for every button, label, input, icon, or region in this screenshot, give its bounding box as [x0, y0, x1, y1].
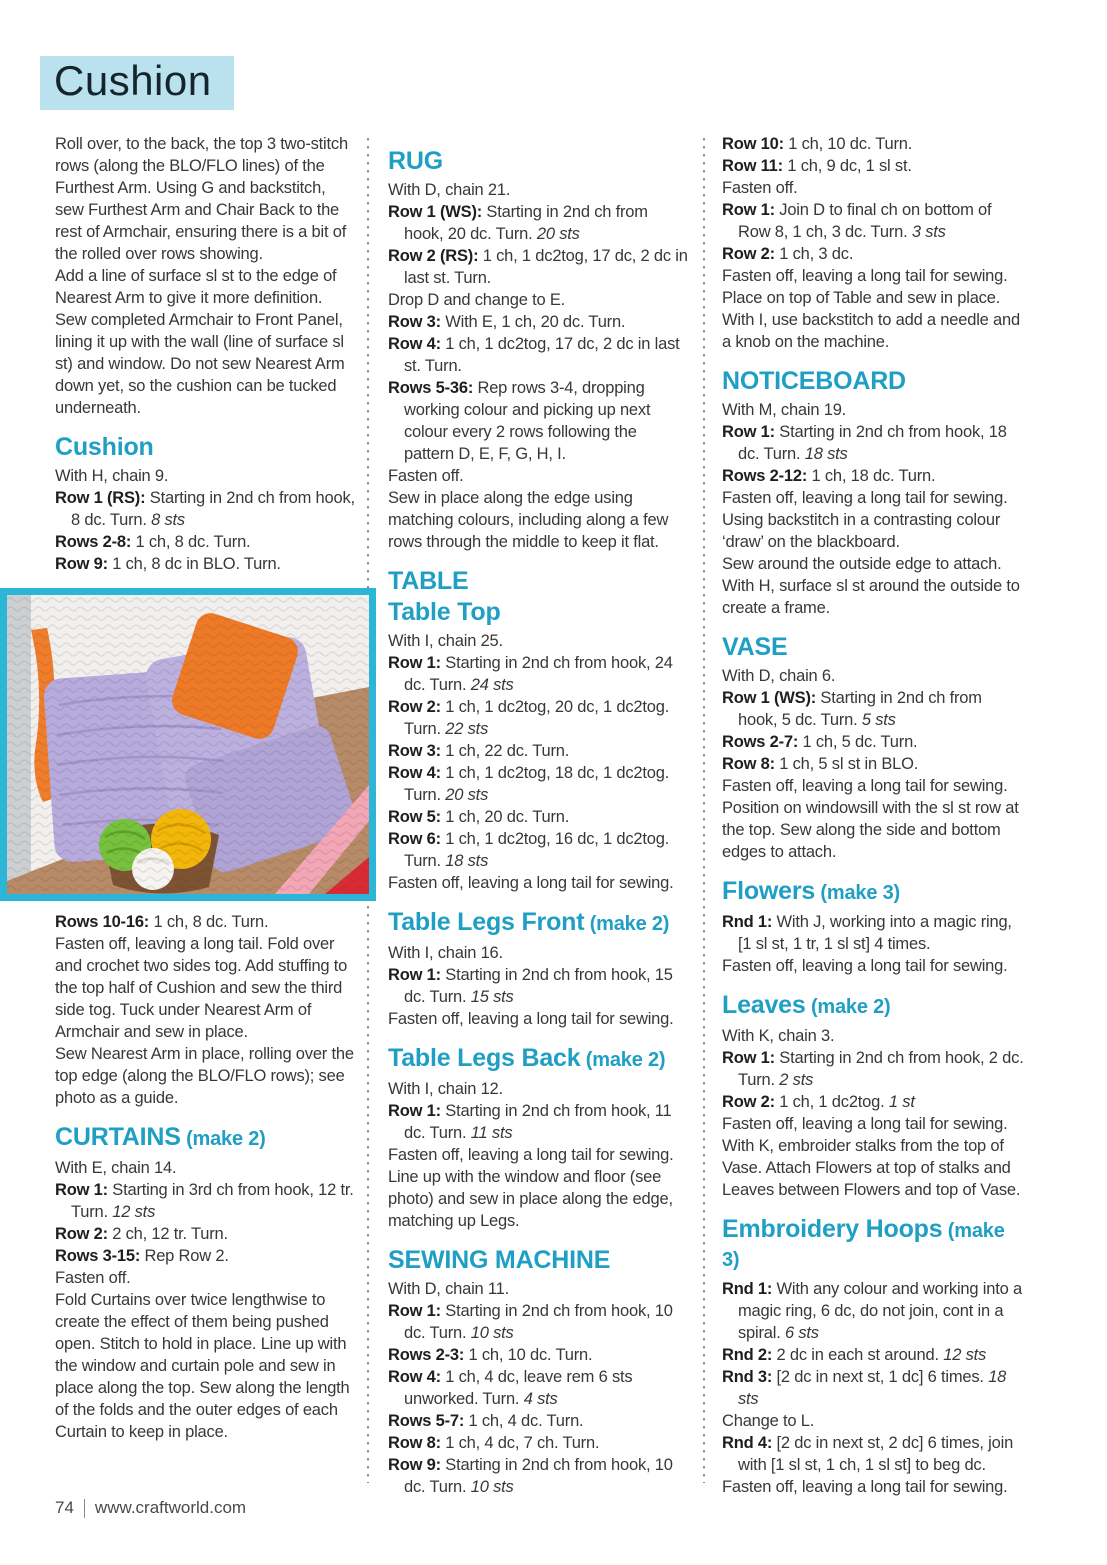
section-heading-text: VASE — [722, 633, 788, 661]
pattern-instruction-line: Row 1: Starting in 3rd ch from hook, 12 tr. Turn. 12 sts — [55, 1181, 354, 1221]
stitch-count: 12 sts — [943, 1346, 987, 1364]
make-count-label: (make 3) — [722, 1220, 1005, 1271]
stitch-count: 20 sts — [445, 786, 489, 804]
section-heading — [388, 599, 690, 626]
section-heading-text: CURTAINS — [55, 1123, 181, 1151]
row-label: Row 3: — [388, 313, 441, 331]
body-paragraph: Fasten off. — [55, 1269, 131, 1287]
stitch-count: 1 st — [888, 1093, 915, 1111]
section-heading-text: NOTICEBOARD — [722, 367, 906, 395]
row-label: Row 9: — [388, 1456, 441, 1474]
row-label: Row 2: — [55, 1225, 108, 1243]
row-label: Row 10: — [722, 135, 784, 153]
pattern-instruction-line: Row 1: Starting in 2nd ch from hook, 24 dc. Turn. 24 sts — [388, 654, 673, 694]
row-label: Row 5: — [388, 808, 441, 826]
row-label: Row 11: — [722, 157, 783, 175]
body-paragraph: With I, chain 25. — [388, 632, 503, 650]
page-title: Cushion — [40, 56, 234, 110]
row-label: Row 9: — [55, 555, 108, 573]
body-paragraph: Fasten off, leaving a long tail for sewing. — [722, 957, 1008, 975]
crochet-scene-illustration — [7, 595, 369, 894]
body-paragraph: With E, chain 14. — [55, 1159, 177, 1177]
stitch-count: 18 sts — [804, 445, 848, 463]
row-label: Row 1: — [388, 654, 441, 672]
row-label: Row 1: — [388, 966, 441, 984]
column-divider — [703, 138, 705, 1483]
stitch-count: 8 sts — [151, 511, 185, 529]
pattern-instruction-line: Row 1: Starting in 2nd ch from hook, 2 dc. Turn. 2 sts — [722, 1049, 1024, 1089]
pattern-instruction-line: Row 2 (RS): 1 ch, 1 dc2tog, 17 dc, 2 dc in last st. Turn. — [388, 247, 688, 287]
body-paragraph: Fasten off, leaving a long tail for sewing. — [722, 777, 1008, 795]
body-paragraph: With H, surface sl st around the outside to create a frame. — [722, 577, 1020, 617]
pattern-instruction-line: Row 2: 1 ch, 1 dc2tog. 1 st — [722, 1093, 915, 1111]
body-paragraph: Fasten off, leaving a long tail for sewing. — [388, 1010, 674, 1028]
make-count-label: (make 2) — [584, 913, 670, 935]
row-label: Row 4: — [388, 335, 441, 353]
row-label: Row 1: — [722, 1049, 775, 1067]
pattern-instruction-line: Row 8: 1 ch, 5 sl st in BLO. — [722, 755, 919, 773]
body-paragraph: Sew completed Armchair to Front Panel, lining it up with the wall (line of surface sl st) and window. Do not sew Nearest Arm down yet, so the cushion can be tucked underneath. — [55, 311, 345, 417]
section-heading-text: Embroidery Hoops — [722, 1215, 943, 1243]
stitch-count: 6 sts — [785, 1324, 819, 1342]
section-heading-text: Table Top — [388, 598, 501, 626]
body-paragraph: Sew in place along the edge using matching colours, including along a few rows through the middle to keep it flat. — [388, 489, 669, 551]
body-paragraph: With M, chain 19. — [722, 401, 847, 419]
row-label: Rnd 2: — [722, 1346, 773, 1364]
pattern-instruction-line: Row 2: 1 ch, 1 dc2tog, 20 dc, 1 dc2tog. Turn. 22 sts — [388, 698, 670, 738]
body-paragraph: Drop D and change to E. — [388, 291, 566, 309]
body-paragraph: With I, chain 12. — [388, 1080, 503, 1098]
pattern-instruction-line: Row 1: Join D to final ch on bottom of Row 8, 1 ch, 3 dc. Turn. 3 sts — [722, 201, 992, 241]
row-label: Rnd 4: — [722, 1434, 773, 1452]
section-heading — [388, 1247, 690, 1274]
pattern-instruction-line: Row 10: 1 ch, 10 dc. Turn. — [722, 135, 913, 153]
pattern-instruction-line: Row 3: With E, 1 ch, 20 dc. Turn. — [388, 313, 626, 331]
row-label: Row 2 (RS): — [388, 247, 479, 265]
body-paragraph: Fasten off, leaving a long tail for sewing. — [388, 874, 674, 892]
section-heading — [388, 1045, 690, 1074]
section-heading-text: Leaves — [722, 991, 806, 1019]
pattern-instruction-line: Rows 2-7: 1 ch, 5 dc. Turn. — [722, 733, 918, 751]
pattern-instruction-line: Rnd 1: With J, working into a magic ring, [1 sl st, 1 tr, 1 sl st] 4 times. — [722, 913, 1012, 953]
body-paragraph: Line up with the window and floor (see photo) and sew in place along the edge, matching up Legs. — [388, 1168, 673, 1230]
section-heading — [55, 434, 357, 461]
row-label: Row 1: — [388, 1302, 441, 1320]
row-label: Row 2: — [722, 1093, 775, 1111]
section-heading — [722, 634, 1024, 661]
section-heading-text: Table Legs Front — [388, 908, 585, 936]
section-heading-text: RUG — [388, 147, 443, 175]
section-heading-text: Cushion — [55, 433, 154, 461]
pattern-instruction-line: Rnd 1: With any colour and working into a magic ring, 6 dc, do not join, cont in a spiral. 6 sts — [722, 1280, 1022, 1342]
row-label: Row 4: — [388, 764, 441, 782]
body-paragraph: Fasten off. — [722, 179, 798, 197]
pattern-instruction-line: Row 2: 1 ch, 3 dc. — [722, 245, 854, 263]
body-paragraph: With D, chain 6. — [722, 667, 836, 685]
pattern-instruction-line: Rows 5-36: Rep rows 3-4, dropping working colour and picking up next colour every 2 rows following the pattern D, E, F, G, H, I. — [388, 379, 651, 463]
pattern-instruction-line: Rows 2-3: 1 ch, 10 dc. Turn. — [388, 1346, 593, 1364]
page-footer — [55, 1498, 246, 1518]
section-heading-text: SEWING MACHINE — [388, 1246, 611, 1274]
pattern-instruction-line: Row 2: 2 ch, 12 tr. Turn. — [55, 1225, 228, 1243]
stitch-count: 3 sts — [911, 223, 946, 241]
body-paragraph: Fasten off, leaving a long tail for sewing. — [722, 1478, 1008, 1496]
section-heading — [388, 909, 690, 938]
body-paragraph: With K, embroider stalks from the top of Vase. Attach Flowers at top of stalks and Leaves between Flowers and top of Vase. — [722, 1137, 1021, 1199]
pattern-instruction-line: Row 8: 1 ch, 4 dc, 7 ch. Turn. — [388, 1434, 600, 1452]
page-number: 74 — [55, 1498, 74, 1517]
section-heading-text: TABLE — [388, 567, 469, 595]
make-count-label: (make 3) — [815, 882, 900, 904]
row-label: Rnd 1: — [722, 913, 773, 931]
row-label: Row 3: — [388, 742, 441, 760]
stitch-count: 12 sts — [112, 1203, 156, 1221]
stitch-count: 22 sts — [445, 720, 489, 738]
row-label: Row 1: — [722, 423, 775, 441]
section-heading-text: Table Legs Back — [388, 1044, 581, 1072]
stitch-count: 2 sts — [779, 1071, 814, 1089]
stitch-count: 20 sts — [536, 225, 580, 243]
row-label: Row 2: — [388, 698, 441, 716]
footer-divider — [84, 1499, 85, 1518]
footer-website: www.craftworld.com — [94, 1498, 247, 1517]
pattern-instruction-line: Row 5: 1 ch, 20 dc. Turn. — [388, 808, 570, 826]
body-paragraph: Sew Nearest Arm in place, rolling over the top edge (along the BLO/FLO rows); see photo as a guide. — [55, 1045, 354, 1107]
body-paragraph: With D, chain 11. — [388, 1280, 510, 1298]
stitch-count: 11 sts — [470, 1124, 513, 1142]
make-count-label: (make 2) — [805, 996, 891, 1018]
row-label: Row 1 (RS): — [55, 489, 146, 507]
pattern-instruction-line: Rows 2-12: 1 ch, 18 dc. Turn. — [722, 467, 936, 485]
pattern-instruction-line: Row 4: 1 ch, 1 dc2tog, 18 dc, 1 dc2tog. Turn. 20 sts — [388, 764, 670, 804]
body-paragraph: Fasten off, leaving a long tail for sewing. — [388, 1146, 674, 1164]
cushion-photo — [0, 588, 376, 901]
body-paragraph: Fasten off, leaving a long tail for sewing. — [722, 1115, 1008, 1133]
row-label: Rows 10-16: — [55, 913, 150, 931]
pattern-instruction-line: Row 1: Starting in 2nd ch from hook, 10 dc. Turn. 10 sts — [388, 1302, 673, 1342]
stitch-count: 5 sts — [861, 711, 896, 729]
stitch-count: 18 sts — [738, 1368, 1007, 1408]
row-label: Rnd 1: — [722, 1280, 773, 1298]
pattern-instruction-line: Row 4: 1 ch, 1 dc2tog, 17 dc, 2 dc in last st. Turn. — [388, 335, 680, 375]
pattern-instruction-line: Rows 10-16: 1 ch, 8 dc. Turn. — [55, 913, 269, 931]
column-right — [722, 133, 1024, 1498]
body-paragraph: Place on top of Table and sew in place. — [722, 289, 1001, 307]
body-paragraph: With I, chain 16. — [388, 944, 503, 962]
pattern-instruction-line: Rnd 4: [2 dc in next st, 2 dc] 6 times, join with [1 sl st, 1 ch, 1 sl st] to beg dc. — [722, 1434, 1014, 1474]
row-label: Row 1 (WS): — [388, 203, 483, 221]
pattern-instruction-line: Row 1 (WS): Starting in 2nd ch from hook, 5 dc. Turn. 5 sts — [722, 689, 982, 729]
body-paragraph: Sew around the outside edge to attach. — [722, 555, 1002, 573]
pattern-instruction-line: Row 11: 1 ch, 9 dc, 1 sl st. — [722, 157, 912, 175]
row-label: Rows 3-15: — [55, 1247, 141, 1265]
pattern-instruction-line: Rows 5-7: 1 ch, 4 dc. Turn. — [388, 1412, 584, 1430]
row-label: Row 1: — [722, 201, 775, 219]
stitch-count: 10 sts — [470, 1324, 514, 1342]
row-label: Rows 2-3: — [388, 1346, 465, 1364]
section-heading — [722, 1216, 1024, 1274]
body-paragraph: Roll over, to the back, the top 3 two-stitch rows (along the BLO/FLO lines) of the Furthest Arm. Using G and backstitch, sew Furthest Arm and Chair Back to the rest of Armchair, ensuring there is a bit of the rolled over rows showing. — [55, 135, 348, 263]
pattern-instruction-line: Row 6: 1 ch, 1 dc2tog, 16 dc, 1 dc2tog. Turn. 18 sts — [388, 830, 670, 870]
row-label: Rows 2-12: — [722, 467, 808, 485]
row-label: Row 4: — [388, 1368, 441, 1386]
body-paragraph: Add a line of surface sl st to the edge of Nearest Arm to give it more definition. — [55, 267, 337, 307]
make-count-label: (make 2) — [580, 1049, 666, 1071]
row-label: Rows 5-36: — [388, 379, 474, 397]
pattern-instruction-line: Row 1 (WS): Starting in 2nd ch from hook, 20 dc. Turn. 20 sts — [388, 203, 648, 243]
stitch-count: 10 sts — [470, 1478, 514, 1496]
row-label: Row 6: — [388, 830, 441, 848]
row-label: Rows 5-7: — [388, 1412, 465, 1430]
row-label: Row 8: — [388, 1434, 441, 1452]
column-left — [55, 133, 357, 1443]
pattern-instruction-line: Row 1: Starting in 2nd ch from hook, 15 dc. Turn. 15 sts — [388, 966, 673, 1006]
body-paragraph: Change to L. — [722, 1412, 815, 1430]
section-heading — [55, 1124, 357, 1153]
row-label: Row 8: — [722, 755, 775, 773]
pattern-instruction-line: Row 1 (RS): Starting in 2nd ch from hook, 8 dc. Turn. 8 sts — [55, 489, 355, 529]
body-paragraph: Fold Curtains over twice lengthwise to create the effect of them being pushed open. Stitch to hold in place. Line up with the window and curtain pole and sew in place along the top. Sew along the length of the folds and the outer edges of each Curtain to keep in place. — [55, 1291, 350, 1441]
pattern-instruction-line: Row 9: Starting in 2nd ch from hook, 10 dc. Turn. 10 sts — [388, 1456, 673, 1496]
pattern-instruction-line: Row 4: 1 ch, 4 dc, leave rem 6 sts unworked. Turn. 4 sts — [388, 1368, 633, 1408]
body-paragraph: Fasten off, leaving a long tail for sewing. — [722, 489, 1008, 507]
pattern-instruction-line: Rnd 3: [2 dc in next st, 1 dc] 6 times. 18 sts — [722, 1368, 1007, 1408]
section-heading — [388, 568, 690, 595]
section-heading — [722, 878, 1024, 907]
body-paragraph: With D, chain 21. — [388, 181, 511, 199]
row-label: Rnd 3: — [722, 1368, 773, 1386]
body-paragraph: Using backstitch in a contrasting colour ‘draw’ on the blackboard. — [722, 511, 1001, 551]
stitch-count: 4 sts — [523, 1390, 558, 1408]
pattern-instruction-line: Rnd 2: 2 dc in each st around. 12 sts — [722, 1346, 987, 1364]
pattern-instruction-line: Row 3: 1 ch, 22 dc. Turn. — [388, 742, 570, 760]
row-label: Row 1 (WS): — [722, 689, 817, 707]
row-label: Rows 2-7: — [722, 733, 799, 751]
row-label: Rows 2-8: — [55, 533, 132, 551]
pattern-instruction-line: Row 1: Starting in 2nd ch from hook, 11 dc. Turn. 11 sts — [388, 1102, 672, 1142]
stitch-count: 24 sts — [470, 676, 514, 694]
stitch-count: 18 sts — [445, 852, 489, 870]
body-paragraph: Position on windowsill with the sl st row at the top. Sew along the side and bottom edges to attach. — [722, 799, 1019, 861]
knit-texture — [7, 595, 369, 894]
section-heading-text: Flowers — [722, 877, 816, 905]
make-count-label: (make 2) — [180, 1128, 266, 1150]
stitch-count: 15 sts — [470, 988, 514, 1006]
row-label: Row 2: — [722, 245, 775, 263]
pattern-instruction-line: Row 9: 1 ch, 8 dc in BLO. Turn. — [55, 555, 281, 573]
body-paragraph: Fasten off, leaving a long tail. Fold over and crochet two sides tog. Add stuffing to the top half of Cushion and sew the third side tog. Tuck under Nearest Arm of Armchair and sew in place. — [55, 935, 348, 1041]
row-label: Row 1: — [55, 1181, 108, 1199]
section-heading — [722, 368, 1024, 395]
section-heading — [722, 992, 1024, 1021]
body-paragraph: With K, chain 3. — [722, 1027, 835, 1045]
body-paragraph: With H, chain 9. — [55, 467, 169, 485]
body-paragraph: Fasten off. — [388, 467, 464, 485]
column-middle — [388, 133, 690, 1498]
body-paragraph: With I, use backstitch to add a needle and a knob on the machine. — [722, 311, 1020, 351]
row-label: Row 1: — [388, 1102, 441, 1120]
pattern-instruction-line: Rows 2-8: 1 ch, 8 dc. Turn. — [55, 533, 251, 551]
pattern-instruction-line: Row 1: Starting in 2nd ch from hook, 18 dc. Turn. 18 sts — [722, 423, 1007, 463]
body-paragraph: Fasten off, leaving a long tail for sewing. — [722, 267, 1008, 285]
pattern-instruction-line: Rows 3-15: Rep Row 2. — [55, 1247, 229, 1265]
section-heading — [388, 148, 690, 175]
